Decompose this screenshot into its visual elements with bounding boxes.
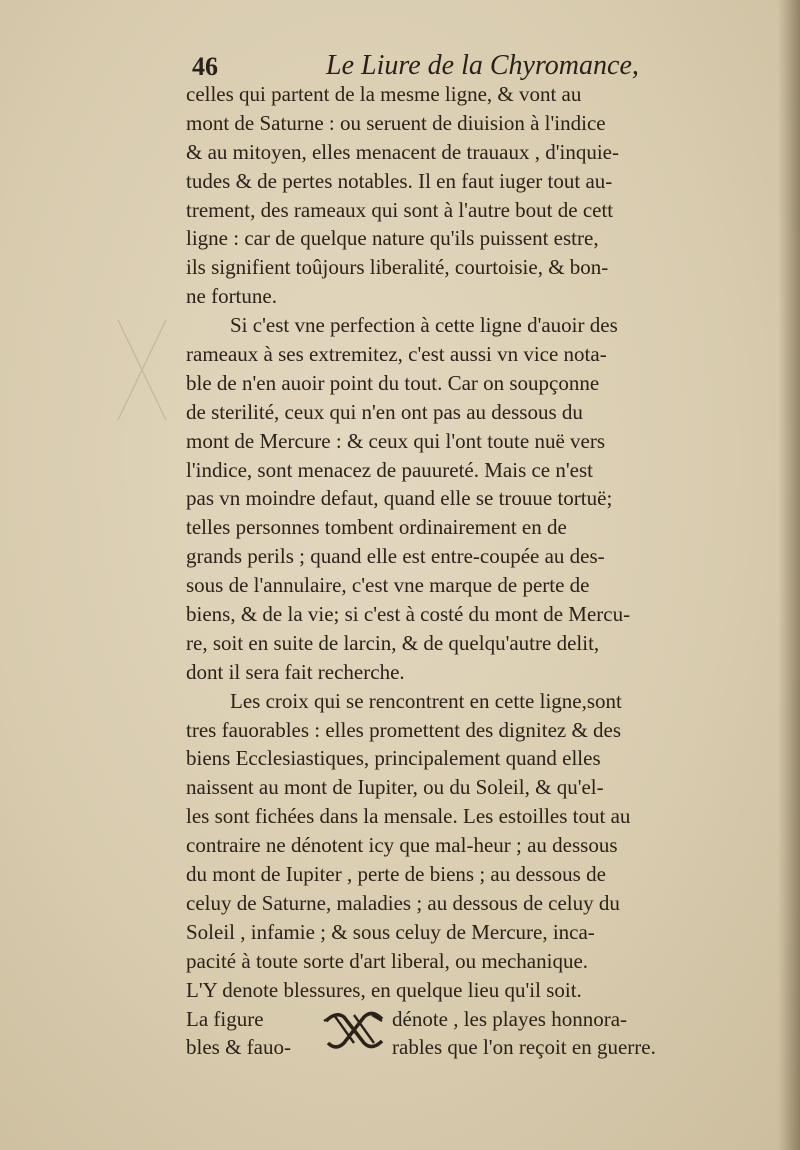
- figure-text-left: [186, 1005, 316, 1063]
- running-title: Le Liure de la Chyromance,: [326, 50, 639, 81]
- text-line: & au mitoyen, elles menacent de trauaux , d'inquie-: [186, 139, 619, 164]
- figure-text-right: [392, 1005, 656, 1063]
- text-line: celles qui partent de la mesme ligne, & vont au: [186, 82, 582, 106]
- text-line: ble de n'en auoir point du tout. Car on soupçonne: [186, 370, 600, 395]
- paragraph-3: [186, 687, 746, 1005]
- text-line: Si c'est vne perfection à cette ligne d'auoir des: [230, 313, 618, 338]
- text-line: rameaux à ses extremitez, c'est aussi vn vice nota-: [186, 342, 607, 367]
- text-line: Les croix qui se rencontrent en cette ligne,sont: [230, 688, 622, 713]
- paragraph-2: [186, 311, 746, 687]
- text-line: tudes & de pertes notables. Il en faut iuger tout au-: [186, 168, 613, 193]
- text-line: mont de Mercure : & ceux qui l'ont toute nuë vers: [186, 428, 606, 453]
- text-line: dont il sera fait recherche.: [186, 659, 405, 684]
- figure-line: [186, 1005, 746, 1063]
- text-line: naissent au mont de Iupiter, ou du Soleil, & qu'el-: [186, 775, 604, 800]
- text-line: celuy de Saturne, maladies ; au dessous de celuy du: [186, 890, 620, 915]
- faint-x-stain: [112, 310, 172, 430]
- text-line: ils signifient toûjours liberalité, courtoisie, & bon-: [186, 255, 609, 280]
- text-line: du mont de Iupiter , perte de biens ; au dessous de: [186, 862, 606, 887]
- body-text: [186, 80, 746, 1063]
- text-line: mont de Saturne : ou seruent de diuision à l'indice: [186, 110, 606, 135]
- text-line: l'indice, sont menacez de pauureté. Mais ce n'est: [186, 457, 593, 482]
- text-line: rables que l'on reçoit en guerre.: [392, 1035, 656, 1060]
- text-line: trement, des rameaux qui sont à l'autre bout de cett: [186, 197, 614, 222]
- page-number: 46: [192, 52, 218, 81]
- text-line: tres fauorables : elles promettent des dignitez & des: [186, 717, 622, 742]
- paragraph-1: [186, 80, 746, 311]
- text-line: biens, & de la vie; si c'est à costé du mont de Mercu-: [186, 602, 631, 627]
- text-line: ligne : car de quelque nature qu'ils puissent estre,: [186, 226, 599, 251]
- text-line: Soleil , infamie ; & sous celuy de Mercure, inca-: [186, 919, 595, 944]
- text-line: La figure: [186, 1006, 264, 1031]
- binding-shadow: [778, 0, 800, 1150]
- text-line: ne fortune.: [186, 284, 277, 309]
- text-line: bles & fauo-: [186, 1035, 291, 1060]
- text-line: contraire ne dénotent icy que mal-heur ; au dessous: [186, 833, 618, 858]
- text-line: re, soit en suite de larcin, & de quelqu'autre delit,: [186, 630, 600, 655]
- text-line: grands perils ; quand elle est entre-coupée au des-: [186, 544, 605, 569]
- text-line: de sterilité, ceux qui n'en ont pas au dessous du: [186, 399, 583, 424]
- text-line: pas vn moindre defaut, quand elle se trouue tortuë;: [186, 486, 613, 511]
- text-line: biens Ecclesiastiques, principalement quand elles: [186, 746, 601, 771]
- text-line: sous de l'annulaire, c'est vne marque de perte de: [186, 573, 590, 598]
- text-line: les sont fichées dans la mensale. Les estoilles tout au: [186, 804, 631, 829]
- text-line: dénote , les playes honnora-: [392, 1006, 628, 1031]
- text-line: L'Y denote blessures, en quelque lieu qu'il soit.: [186, 977, 582, 1002]
- text-line: pacité à toute sorte d'art liberal, ou mechanique.: [186, 948, 589, 973]
- text-line: telles personnes tombent ordinairement en de: [186, 515, 567, 540]
- crossed-double-x-icon: [320, 1007, 386, 1053]
